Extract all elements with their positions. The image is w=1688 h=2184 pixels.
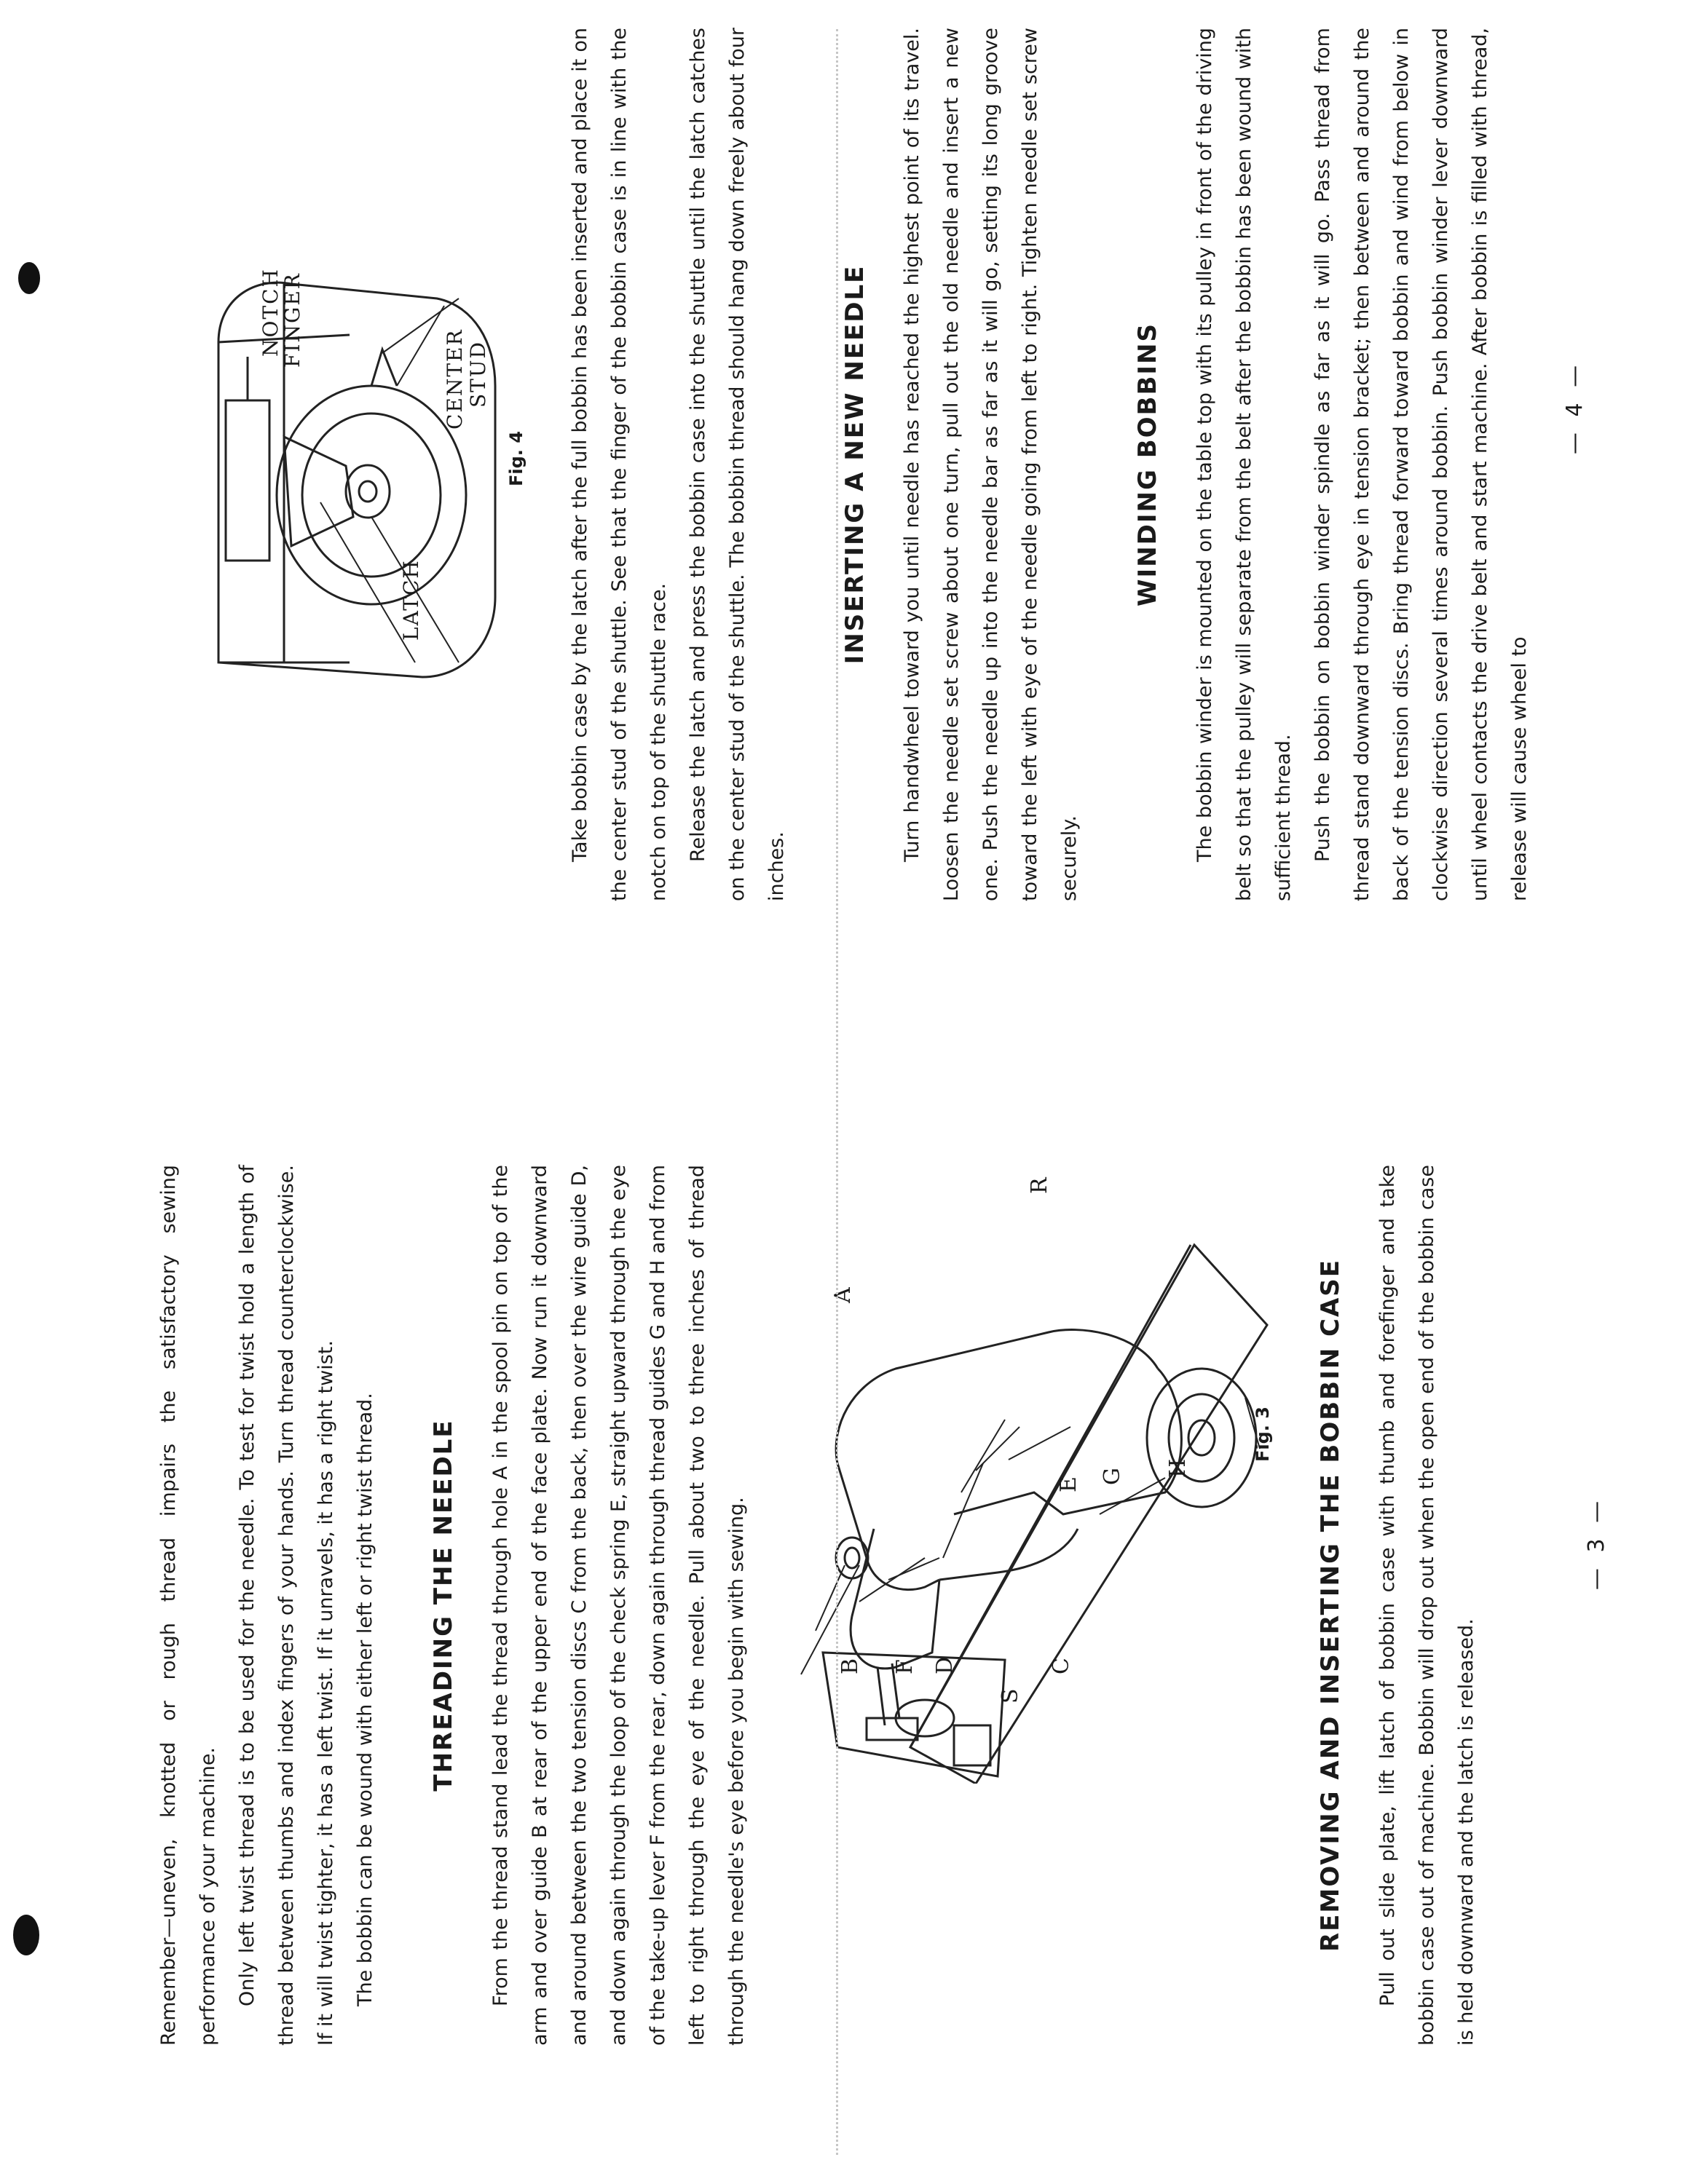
fig3-label-e: E <box>1056 1476 1081 1492</box>
fig4-bobbin-case-diagram <box>197 255 502 706</box>
fig3-machine-arm <box>836 1330 1158 1590</box>
heading-removing-bobbin-case: REMOVING AND INSERTING THE BOBBIN CASE <box>1316 1259 1345 1952</box>
fig4-caption: Fig. 4 <box>506 431 526 486</box>
paragraph-push-bobbin: Push the bobbin on bobbin winder spindle as far as it will go. Pass thread from thread stand downward through eye in tension bracket; then between and around the back of the tension discs. Bring thread forward toward bobbin and wind from below in clockwise direction several times around bobbin. Push bobbin winder lever downward until wheel contacts the drive belt and start machine. After bobbin is filled with thread, release will cause wheel to <box>1312 28 1531 901</box>
fig4-latch <box>284 437 353 546</box>
fig4-finger <box>371 349 397 386</box>
fig3-label-f: F <box>892 1659 918 1674</box>
page3-removing <box>1314 1165 1486 2046</box>
fig4-label-center: CENTER <box>443 328 467 430</box>
fig3-caption: Fig. 3 <box>1253 1406 1273 1462</box>
fig3-label-g: G <box>1100 1468 1125 1485</box>
heading-inserting-needle: INSERTING A NEW NEEDLE <box>840 264 869 665</box>
paragraph-bobbin-winder: The bobbin winder is mounted on the table top with its pulley in front of the driving belt so that the pulley will separate from the belt after the bobbin has been wound with sufficient thread. <box>1194 28 1295 901</box>
paragraph-removing: Pull out slide plate, lift latch of bobbin case with thumb and forefinger and take bobbin case out of machine. Bobbin will drop out when the open end of the bobbin case is held downward and the latch is released. <box>1376 1165 1478 2046</box>
fig3-label-s: S <box>998 1688 1023 1704</box>
page3-number: — 3 — <box>1584 1496 1609 1591</box>
fig3-table <box>910 1245 1267 1784</box>
fig4-label-finger: FINGER <box>280 272 304 368</box>
fig4-label-stud: STUD <box>466 341 490 408</box>
fig3-label-d: D <box>932 1656 958 1674</box>
fig3-label-h: H <box>1165 1458 1191 1478</box>
page4-number: — 4 — <box>1562 360 1588 455</box>
heading-winding-bobbins: WINDING BOBBINS <box>1133 323 1162 606</box>
paragraph-bobbin-twist: The bobbin can be wound with either left or right twist thread. <box>354 1393 376 2006</box>
heading-threading: THREADING THE NEEDLE <box>429 1419 458 1792</box>
paragraph-release-latch: Release the latch and press the bobbin case into the shuttle until the latch catches on the center stud of the shuttle. The bobbin thread should hang down freely about four inches. <box>687 28 788 901</box>
fig3-label-a: A <box>830 1287 856 1303</box>
page4-text <box>561 28 1539 901</box>
punch-hole-bottom <box>13 1915 39 1955</box>
fig4-label-notch: NOTCH <box>259 268 283 357</box>
fig3-handwheel <box>1147 1369 1256 1507</box>
page3-intro <box>149 1165 757 2046</box>
paragraph-threading: From the thread stand lead the thread through hole A in the spool pin on top of the arm and over guide B at rear of the upper end of the face plate. Now run it downward and around between the two tension discs C from the back, then over the wire guide D, and down again through the loop of the check spring E, straight upward through the eye of the take-up lever F from the rear, down again through thread guides G and H and from left to right through the eye of the needle. Pull about two to three inches of thread through the needle's eye before you begin with sewing. <box>489 1165 748 2046</box>
fig3-label-b: B <box>837 1658 863 1674</box>
punch-hole-top <box>18 262 40 294</box>
fig3-tension-discs <box>836 1538 868 1578</box>
paragraph-remember: Remember—uneven, knotted or rough thread impairs the satisfactory sewing performance of your machine. <box>157 1165 219 2046</box>
fig3-label-c: C <box>1049 1658 1074 1674</box>
fig4-label-latch: LATCH <box>399 559 423 641</box>
paragraph-inserting-needle: Turn handwheel toward you until needle has reached the highest point of its travel. Loosen the needle set screw about one turn, pull out the old needle and insert a new one. Push the needle up into the needle bar as far as it will go, setting its long groove toward the left with eye of the needle going from left to right. Tighten needle set screw securely. <box>901 28 1081 901</box>
fig3-label-r: R <box>1027 1177 1052 1194</box>
paragraph-left-twist: Only left twist thread is to be used for the needle. To test for twist hold a length of thread between thumbs and index fingers of your hands. Turn thread counterclockwise. If it will twist tighter, it has a left twist. If it unravels, it has a right twist. <box>236 1165 337 2046</box>
paragraph-take-bobbin-case: Take bobbin case by the latch after the full bobbin has been inserted and place it on the center stud of the shuttle. See that the finger of the bobbin case is in line with the notch on top of the shuttle race. <box>569 28 670 901</box>
fig4-bobbin-case <box>277 386 466 604</box>
